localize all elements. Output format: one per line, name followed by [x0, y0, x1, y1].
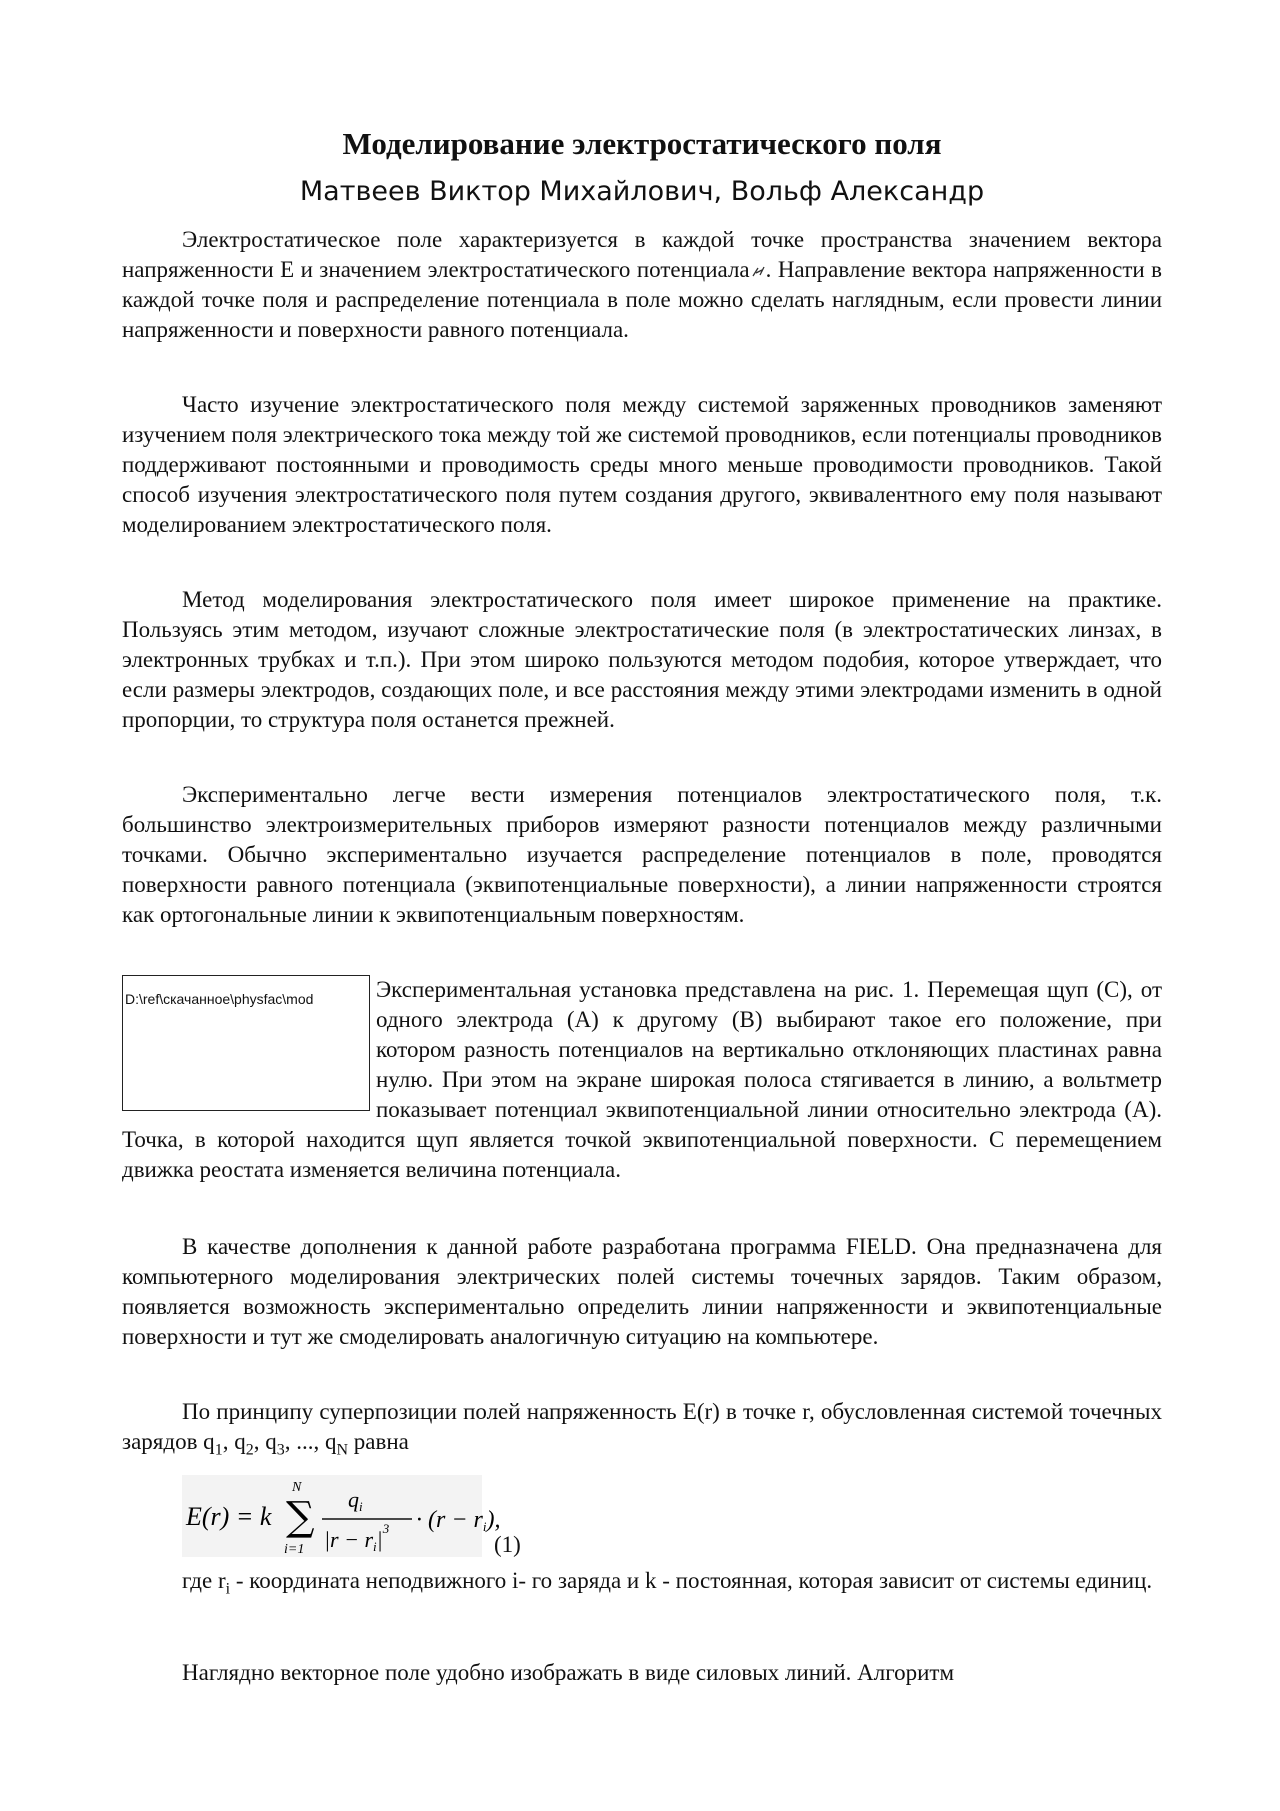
- subscript-i: i: [225, 1580, 231, 1598]
- potential-symbol-icon: [750, 265, 766, 279]
- equation-numerator: qi: [348, 1487, 363, 1514]
- paragraph-superposition: [122, 1397, 1162, 1466]
- superposition-text-d: , ..., q: [284, 1429, 337, 1454]
- superposition-text-a: По принципу суперпозиции полей напряженность E(r) в точке r, обусловленная системой точечных зарядов q: [122, 1399, 1162, 1454]
- subscript-n: N: [336, 1441, 348, 1459]
- paragraph-intro: [122, 225, 1162, 345]
- superposition-text-b: , q: [222, 1429, 246, 1454]
- paragraph-intro-text: Электростатическое поле характеризуется в каждой точке пространства значением вектора напряженности E и значением электростатического потенциала: [122, 227, 1162, 282]
- subscript-2: 2: [245, 1441, 254, 1459]
- equation-rhs: · (r − ri),: [416, 1507, 501, 1534]
- sum-sign: ∑: [286, 1494, 315, 1540]
- page-title: Моделирование электростатического поля: [342, 126, 942, 161]
- equation-denominator: $|r - ri|^3$: [324, 1521, 390, 1554]
- where-text-b: - координата неподвижного i- го заряда и k - постоянная, которая зависит от системы единиц.: [230, 1568, 1153, 1593]
- paragraph-program: В качестве дополнения к данной работе разработана программа FIELD. Она предназначена для компьютерного моделирования электрических полей системы точечных зарядов. Таким образом, появляется возможность экспериментально определить линии напряженности и эквипотенциальные поверхности и тут же смоделировать аналогичную ситуацию на компьютере.: [122, 1234, 1162, 1349]
- subscript-3: 3: [276, 1441, 285, 1459]
- paragraph-where: [122, 1566, 1162, 1605]
- paragraph-experiment: Экспериментально легче вести измерения потенциалов электростатического поля, т.к. большинство электроизмерительных приборов измеряют разности потенциалов между различными точками. Обычно экспериментально изучается распределение потенциалов в поле, проводятся поверхности равного потенциала (эквипотенциальные поверхности), а линии напряженности строятся как ортогональные линии к эквипотенциальным поверхностям.: [122, 782, 1162, 927]
- equation-sum-bottom: i=1: [284, 1542, 305, 1557]
- superposition-text-e: равна: [348, 1429, 409, 1454]
- equation-lhs: E(r) = k: [186, 1502, 272, 1531]
- broken-figure-placeholder: [122, 975, 370, 1111]
- paragraph-modeling: Часто изучение электростатического поля между системой заряженных проводников заменяют изучением поля электрического тока между той же системой проводников, если потенциалы проводников поддерживают постоянными и проводимость среды много меньше проводимости проводников. Такой способ изучения электростатического поля путем создания другого, эквивалентного ему поля называют моделированием электростатического поля.: [122, 392, 1162, 537]
- equation-number: (1): [494, 1532, 521, 1557]
- paragraph-setup-text: Экспериментальная установка представлена на рис. 1. Перемещая щуп (С), от одного электрода (А) к другому (В) выбирают такое его положение, при котором разность потенциалов на вертикально отклоняющих пластинах равна нулю. При этом на экране широкая полоса стягивается в линию, а вольтметр показывает потенциал эквипотенциальной линии относительно электрода (А). Точка, в которой находится щуп является точкой эквипотенциальной поверхности. С перемещением движка реостата изменяется величина потенциала.: [122, 977, 1162, 1182]
- equation-superposition: [182, 1475, 602, 1565]
- paragraph-setup: [122, 975, 1162, 1185]
- equation-sum-top: N: [292, 1480, 302, 1495]
- figure-path-text: D:\ref\скачанное\physfac\mod: [125, 991, 314, 1007]
- paragraph-intro-text-end: . Направление вектора напряженности в каждой точке поля и распределение потенциала в поле можно сделать наглядным, если провести линии напряженности и поверхности равного потенциала.: [122, 257, 1162, 342]
- paragraph-field-lines: Наглядно векторное поле удобно изображать в виде силовых линий. Алгоритм: [182, 1660, 954, 1685]
- superposition-text-c: , q: [253, 1429, 277, 1454]
- authors-line: Матвеев Виктор Михайлович, Вольф Александр: [299, 176, 985, 207]
- paragraph-method: Метод моделирования электростатического поля имеет широкое применение на практике. Пользуясь этим методом, изучают сложные электростатические поля (в электростатических линзах, в электронных трубках и т.п.). При этом широко пользуются методом подобия, которое утверждает, что если размеры электродов, создающих поле, и все расстояния между этими электродами изменить в одной пропорции, то структура поля останется прежней.: [122, 587, 1162, 732]
- where-text-a: где r: [182, 1568, 226, 1593]
- subscript-1: 1: [214, 1441, 223, 1459]
